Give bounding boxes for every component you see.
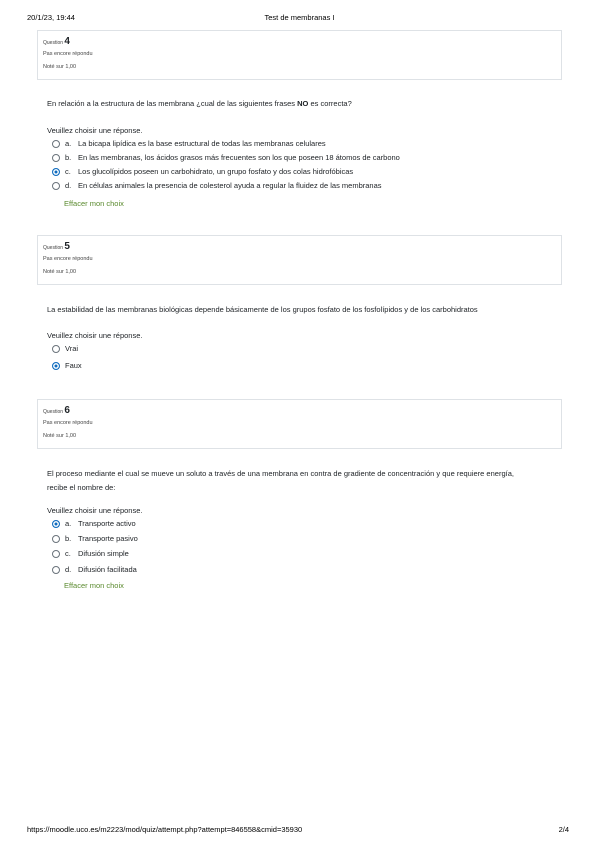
question-number-line: Question 4 [43, 36, 70, 47]
question-status: Pas encore répondu [43, 420, 93, 426]
question-number-line: Question 5 [43, 241, 70, 252]
radio-button-selected[interactable] [52, 362, 60, 370]
radio-button-selected[interactable] [52, 520, 60, 528]
radio-button[interactable] [52, 566, 60, 574]
option-false[interactable]: Faux [52, 360, 82, 372]
option-4d[interactable]: d. En células animales la presencia de colesterol ayuda a regular la fluidez de las membranas [52, 180, 382, 192]
radio-button[interactable] [52, 535, 60, 543]
clear-choice-link[interactable]: Effacer mon choix [64, 581, 124, 590]
option-6b[interactable]: b. Transporte pasivo [52, 533, 138, 545]
option-6c[interactable]: c. Difusión simple [52, 548, 129, 560]
page-url: https://moodle.uco.es/m2223/mod/quiz/attempt.php?attempt=846558&cmid=35930 [27, 825, 303, 834]
question-number: 5 [64, 241, 70, 252]
question-mark: Noté sur 1,00 [43, 64, 77, 70]
option-true[interactable]: Vrai [52, 343, 78, 355]
question-mark: Noté sur 1,00 [43, 269, 77, 275]
question-info-5 [37, 235, 562, 285]
question-text-6: El proceso mediante el cual se mueve un soluto a través de una membrana en contra de gradiente de concentración y que requiere energía, recibe el nombre de: [47, 469, 514, 492]
question-mark: Noté sur 1,00 [43, 433, 77, 439]
answer-prompt: Veuillez choisir une réponse. [47, 126, 143, 135]
question-number-line: Question 6 [43, 405, 70, 416]
question-info-4 [37, 30, 562, 80]
question-number: 4 [64, 36, 70, 47]
answer-prompt: Veuillez choisir une réponse. [47, 506, 143, 515]
clear-choice-link[interactable]: Effacer mon choix [64, 199, 124, 208]
question-text-4: En relación a la estructura de las membrana ¿cual de las siguientes frases NO es correcta? [47, 99, 352, 108]
option-6a[interactable]: a. Transporte activo [52, 518, 136, 530]
question-status: Pas encore répondu [43, 256, 93, 262]
radio-button-selected[interactable] [52, 168, 60, 176]
option-6d[interactable]: d. Difusión facilitada [52, 564, 137, 576]
question-number: 6 [64, 405, 70, 416]
radio-button[interactable] [52, 154, 60, 162]
radio-button[interactable] [52, 345, 60, 353]
question-text-5: La estabilidad de las membranas biológicas depende básicamente de los grupos fosfato de los fosfolípidos y de los carbohidratos [47, 305, 478, 314]
question-info-6 [37, 399, 562, 449]
radio-button[interactable] [52, 182, 60, 190]
answer-prompt: Veuillez choisir une réponse. [47, 331, 143, 340]
option-4b[interactable]: b. En las membranas, los ácidos grasos más frecuentes son los que poseen 18 átomos de carbono [52, 152, 400, 164]
option-4a[interactable]: a. La bicapa lipídica es la base estructural de todas las membranas celulares [52, 138, 326, 150]
option-4c[interactable]: c. Los glucolípidos poseen un carbohidrato, un grupo fosfato y dos colas hidrofóbicas [52, 166, 353, 178]
page-title: Test de membranas I [264, 13, 335, 22]
print-datetime: 20/1/23, 19:44 [27, 13, 75, 22]
page-number: 2/4 [558, 825, 569, 834]
question-status: Pas encore répondu [43, 51, 93, 57]
radio-button[interactable] [52, 140, 60, 148]
radio-button[interactable] [52, 550, 60, 558]
